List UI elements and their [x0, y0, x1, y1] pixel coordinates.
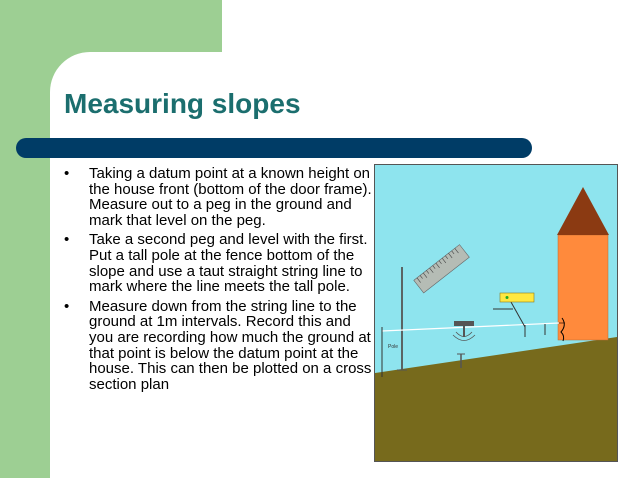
hammer-head: [454, 321, 474, 326]
bullet-item: [64, 299, 376, 393]
slope-illustration: [374, 164, 618, 462]
bullet-item: [64, 232, 376, 294]
bullet-text: Taking a datum point at a known height on the house front (bottom of the door frame). Measure out to a peg in the ground and mark that level on the peg.: [89, 165, 372, 229]
bullet-dot: •: [64, 165, 70, 182]
slide-title: Measuring slopes: [64, 88, 301, 119]
title-underline-bar: [16, 138, 532, 158]
bullet-text: Take a second peg and level with the first. Put a tall pole at the fence bottom of the slope and use a taut straight string line to mark where the line meets the tall pole.: [89, 231, 368, 296]
house-wall: [558, 235, 608, 340]
bullet-dot: •: [64, 297, 70, 315]
spirit-level: [500, 293, 534, 302]
green-decor-strip: [0, 130, 50, 478]
bullet-item: [64, 166, 376, 228]
bullet-list: [64, 166, 376, 396]
slope-diagram: [375, 165, 617, 461]
pole-label: Pole: [388, 344, 399, 350]
bullet-text: Measure down from the string line to the ground at 1m intervals. Record this and you are recording how much the ground at that point is below the datum point at the house. This can then be plotted on a cross section plan: [89, 297, 372, 393]
spirit-level-bubble: [506, 296, 509, 299]
bullet-dot: •: [64, 231, 70, 249]
